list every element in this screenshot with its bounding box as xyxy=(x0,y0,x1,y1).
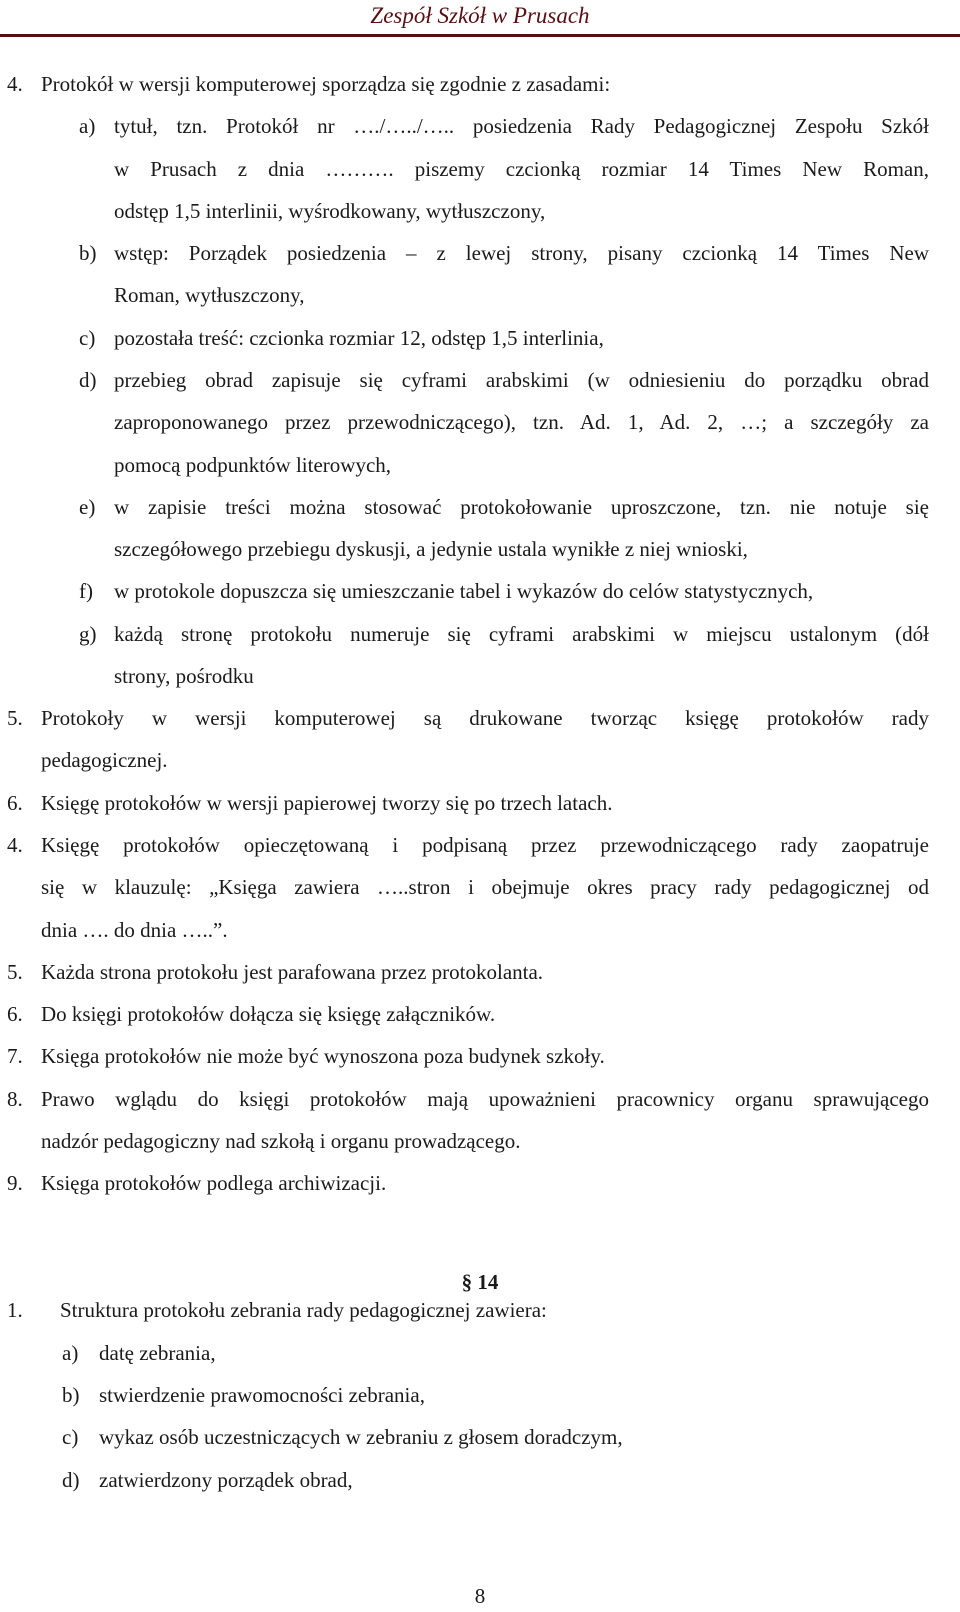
item-text: pedagogicznej. xyxy=(41,748,168,772)
item-text: Do księgi protokołów dołącza się księgę załączników. xyxy=(41,1002,496,1026)
item-text: przebieg obrad zapisuje się cyframi arabskimi (w odniesieniu do porządku obrad xyxy=(114,368,929,392)
item-text: Prawo wglądu do księgi protokołów mają upoważnieni pracownicy organu sprawującego xyxy=(41,1087,929,1111)
item-letter: b) xyxy=(79,241,97,265)
item-text: tytuł, tzn. Protokół nr …./…../….. posiedzenia Rady Pedagogicznej Zespołu Szkół xyxy=(114,114,929,138)
section-heading: § 14 xyxy=(461,1270,499,1294)
item-text: Księga protokołów podlega archiwizacji. xyxy=(41,1171,387,1195)
item-letter: g) xyxy=(79,622,97,646)
item-letter: f) xyxy=(79,579,93,603)
item-text: zaproponowanego przez przewodniczącego), tzn. Ad. 1, Ad. 2, …; a szczegóły za xyxy=(114,410,929,434)
item-letter: a) xyxy=(79,114,96,138)
item-letter: d) xyxy=(62,1468,80,1492)
item-text: pozostała treść: czcionka rozmiar 12, odstęp 1,5 interlinia, xyxy=(114,326,604,350)
item-text: odstęp 1,5 interlinii, wyśrodkowany, wytłuszczony, xyxy=(114,199,546,223)
item-text: w protokole dopuszcza się umieszczanie tabel i wykazów do celów statystycznych, xyxy=(114,579,814,603)
item-text: strony, pośrodku xyxy=(114,664,254,688)
item-number: 8. xyxy=(7,1087,23,1111)
item-letter: a) xyxy=(62,1341,79,1365)
item-number: 6. xyxy=(7,791,23,815)
item-text: zatwierdzony porządek obrad, xyxy=(99,1468,353,1492)
item-text: się w klauzulę: „Księga zawiera …..stron i obejmuje okres pracy rady pedagogicznej od xyxy=(41,875,929,899)
header-divider xyxy=(0,34,960,37)
item-text: Struktura protokołu zebrania rady pedagogicznej zawiera: xyxy=(60,1298,547,1322)
item-text: Księgę protokołów opieczętowaną i podpisaną przez przewodniczącego rady zaopatruje xyxy=(41,833,929,857)
item-number: 4. xyxy=(7,833,23,857)
item-text: Protokoły w wersji komputerowej są drukowane tworząc księgę protokołów rady xyxy=(41,706,929,730)
item-number: 5. xyxy=(7,960,23,984)
item-text: w Prusach z dnia ………. piszemy czcionką rozmiar 14 Times New Roman, xyxy=(114,157,929,181)
item-letter: c) xyxy=(62,1425,79,1449)
item-text: wstęp: Porządek posiedzenia – z lewej strony, pisany czcionką 14 Times New xyxy=(114,241,929,265)
item-text: Protokół w wersji komputerowej sporządza się zgodnie z zasadami: xyxy=(41,72,611,96)
item-letter: c) xyxy=(79,326,96,350)
item-number: 9. xyxy=(7,1171,23,1195)
item-text: każdą stronę protokołu numeruje się cyframi arabskimi w miejscu ustalonym (dół xyxy=(114,622,929,646)
item-text: w zapisie treści można stosować protokołowanie uproszczone, tzn. nie notuje się xyxy=(114,495,929,519)
item-letter: d) xyxy=(79,368,97,392)
item-text: datę zebrania, xyxy=(99,1341,216,1365)
item-text: Roman, wytłuszczony, xyxy=(114,283,305,307)
item-text: dnia …. do dnia …..”. xyxy=(41,918,228,942)
item-text: pomocą podpunktów literowych, xyxy=(114,453,392,477)
item-text: Każda strona protokołu jest parafowana przez protokolanta. xyxy=(41,960,544,984)
page-header xyxy=(0,0,960,40)
item-text: Księgę protokołów w wersji papierowej tworzy się po trzech latach. xyxy=(41,791,613,815)
item-text: wykaz osób uczestniczących w zebraniu z głosem doradczym, xyxy=(99,1425,623,1449)
item-text: nadzór pedagogiczny nad szkołą i organu prowadzącego. xyxy=(41,1129,521,1153)
item-text: szczegółowego przebiegu dyskusji, a jedynie ustala wynikłe z niej wnioski, xyxy=(114,537,748,561)
item-number: 7. xyxy=(7,1044,23,1068)
page-number: 8 xyxy=(474,1584,486,1608)
item-letter: e) xyxy=(79,495,96,519)
item-number: 1. xyxy=(7,1298,23,1322)
school-name-header: Zespół Szkół w Prusach xyxy=(370,3,590,28)
item-letter: b) xyxy=(62,1383,80,1407)
item-number: 6. xyxy=(7,1002,23,1026)
item-number: 4. xyxy=(7,72,23,96)
item-text: Księga protokołów nie może być wynoszona poza budynek szkoły. xyxy=(41,1044,605,1068)
item-number: 5. xyxy=(7,706,23,730)
item-text: stwierdzenie prawomocności zebrania, xyxy=(99,1383,425,1407)
